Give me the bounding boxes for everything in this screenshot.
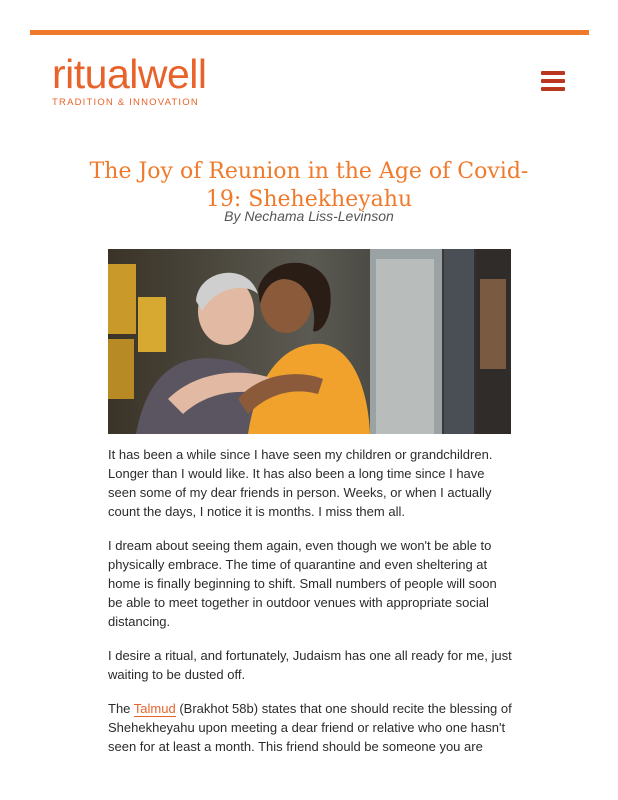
logo-tagline: TRADITION & INNOVATION <box>52 97 199 108</box>
paragraph-text: The <box>108 701 134 716</box>
article-byline: By Nechama Liss-Levinson <box>224 208 394 224</box>
paragraph: It has been a while since I have seen my children or grandchildren. Longer than I would like. It has also been a long time since I have seen some of my dear friends in person. Weeks, or when I actually count the days, I notice it is months. I miss them all. <box>108 447 493 519</box>
paragraph-text: (Brakhot 58b) states that one should recite the blessing of Shehekheyahu upon meeting a dear friend or relative who one hasn't seen for at least a month. This friend should be someone you are <box>108 701 512 754</box>
talmud-link[interactable]: Talmud <box>133 701 176 716</box>
paragraph: I desire a ritual, and fortunately, Judaism has one all ready for me, just waiting to be dusted off. <box>108 648 512 682</box>
paragraph: I dream about seeing them again, even though we won't be able to physically embrace. The time of quarantine and even sheltering at home is finally beginning to shift. Small numbers of people will soon be able to meet together in outdoor venues with appropriate social distancing. <box>108 538 497 629</box>
paragraph <box>108 699 512 756</box>
site-logo[interactable] <box>52 52 207 108</box>
hero-photo <box>108 249 511 434</box>
top-accent-bar <box>30 30 589 35</box>
logo-wordmark: ritualwell <box>52 51 207 97</box>
article-body <box>108 445 512 771</box>
hamburger-menu-icon[interactable] <box>541 71 565 91</box>
article-title: The Joy of Reunion in the Age of Covid-19: Shehekheyahu <box>89 158 529 212</box>
